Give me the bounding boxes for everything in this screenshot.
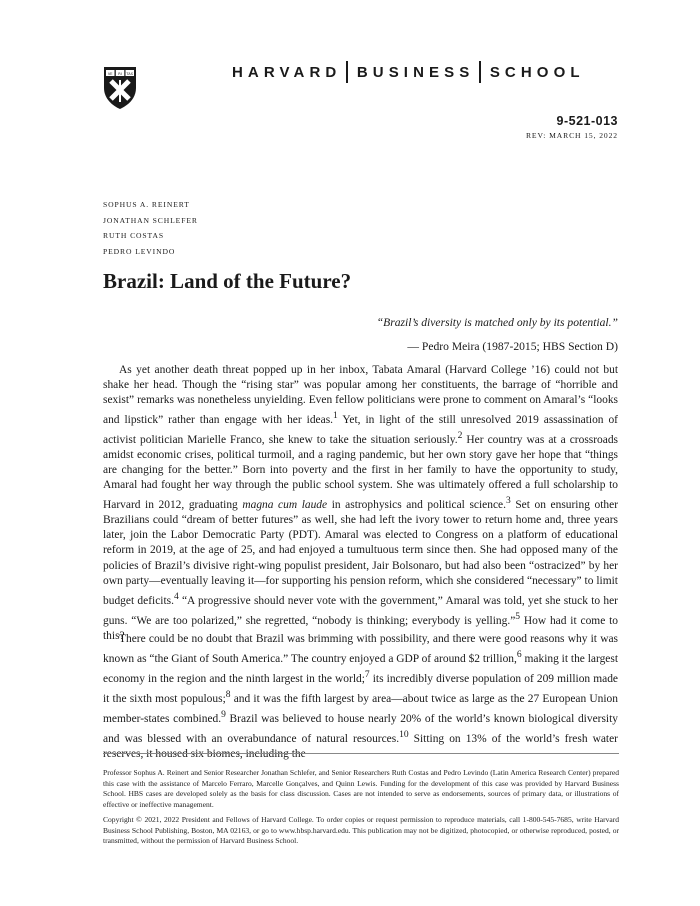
revision-date: REV: MARCH 15, 2022 [525,131,618,140]
authorship-note: Professor Sophus A. Reinert and Senior Researcher Jonathan Schlefer, and Senior Researchers Ruth Costas and Pedro Levindo (Latin America Research Center) prepared this case with the assistance of Marcelo Ferraro, Marcelle Gonçalves, and Quinn Lewis. Funding for the development of this case was provided by Harvard Business School. HBS cases are developed solely as the basis for class discussion. Cases are not intended to serve as endorsements, sources of primary data, or illustrations of effective or ineffective management. [103,768,619,809]
shield-letters-ri: RI [118,72,122,76]
footnote-ref: 1 [333,410,338,422]
harvard-shield-logo [103,66,137,110]
footnote-ref: 3 [505,495,511,507]
author-name: RUTH COSTAS [103,231,164,240]
wordmark-divider [346,61,348,83]
author-name: JONATHAN SCHLEFER [103,215,198,225]
footnote-ref: 2 [457,430,463,442]
wordmark-school: SCHOOL [489,63,585,81]
author-name: PEDRO LEVINDO [103,246,176,256]
author-list [103,197,198,259]
footnote-ref: 7 [364,669,370,680]
body-paragraph-1: As yet another death threat popped up in her inbox, Tabata Amaral (Harvard College ’16) could not but shake her head. Though the “rising star” was popular among her constituents, the barrage of “horrible and sexist” remarks was nonetheless unyielding. Even fellow politicians were prone to comment on Amaral’s “looks and lipstick” rather than engage with her ideas.$^1$ Yet, in light of the still unresolved 2019 assassination of activist politician Marielle Franco, she knew to take the situation seriously.$^2$ Her country was at a crossroads amidst economic crises, political turmoil, and a raging pandemic, but her own story gave her hope that “things are changing for the better.” Born into poverty and the first in her family to have the opportunity to study, Amaral had fought her way through the public school system. She was ultimately offered a full scholarship to Harvard in 2012, graduating magna cum laude in astrophysics and political science.$^3$ Set on ensuring other Brazilians could “dream of better futures” as well, she had left the ivory tower to return home and, three years later, join the Labor Democratic Party (PDT). Amaral was elected to Congress on a platform of educational reform in 2019, at the age of 25, and had enjoyed a tumultuous term since then. She had opposed many of the policies of Brazil’s divisive right-wing populist president, Jair Bolsonaro, but had also been “ostracized” by her own party—eventually leaving it—for supporting his pension reform, which she considered “necessary” to limit budget deficits.$^4$ “A progressive should never vote with the government,” Amaral was told, yet she stuck to her guns. “We are too polarized,” she regretted, “nobody is thinking; everybody is yelling.”$^5$ How had it come to this? [103,364,619,642]
footnote-ref: 4 [173,590,179,602]
case-title: Brazil: Land of the Future? [103,269,352,293]
epigraph-attribution: — Pedro Meira (1987-2015; HBS Section D) [407,340,618,353]
footnote-ref: 5 [515,610,521,622]
footnote-ref: 9 [221,708,226,720]
wordmark-business: BUSINESS [356,63,475,81]
footnote-divider [103,753,619,754]
body-paragraph-2: There could be no doubt that Brazil was brimming with possibility, and there were good reasons why it was known as “the Giant of South America.” The country enjoyed a GDP of around $2 trillion,$^6$ making it the largest economy in the region and the ninth largest in the world;$^7$ its incredibly diverse population of 209 million made it the sixth most populous;$^8$ and it was the fifth largest by area—about twice as large as the 27 European Union member-states combined.$^9$ Brazil was believed to house nearly 20% of the world’s known biological diversity and was blessed with an overabundance of natural resources.$^{10}$ Sitting on 13% of the world’s fresh water [103,633,619,745]
shield-letters-ve: VE [107,72,113,76]
copyright-note: Copyright © 2021, 2022 President and Fellows of Harvard College. To order copies or request permission to reproduce materials, call 1-800-545-7685, write Harvard Business School Publishing, Boston, MA 02163, or go to www.hbsp.harvard.edu. This publication may not be digitized, photocopied, or otherwise reproduced, posted, or transmitted, without the permission of Harvard Business School. [103,815,619,846]
footnote-ref: 8 [225,688,231,700]
footnote-ref: 6 [516,649,522,661]
hbs-wordmark [232,62,585,82]
footnote-ref: 10 [399,728,409,740]
wordmark-divider [479,61,481,83]
shield-letters-tas: TAS [126,72,134,76]
wordmark-harvard: HARVARD [232,63,342,81]
author-name: SOPHUS A. REINERT [103,200,190,209]
epigraph-quote: “Brazil’s diversity is matched only by its potential.” [376,316,618,329]
case-number: 9-521-013 [556,114,618,128]
